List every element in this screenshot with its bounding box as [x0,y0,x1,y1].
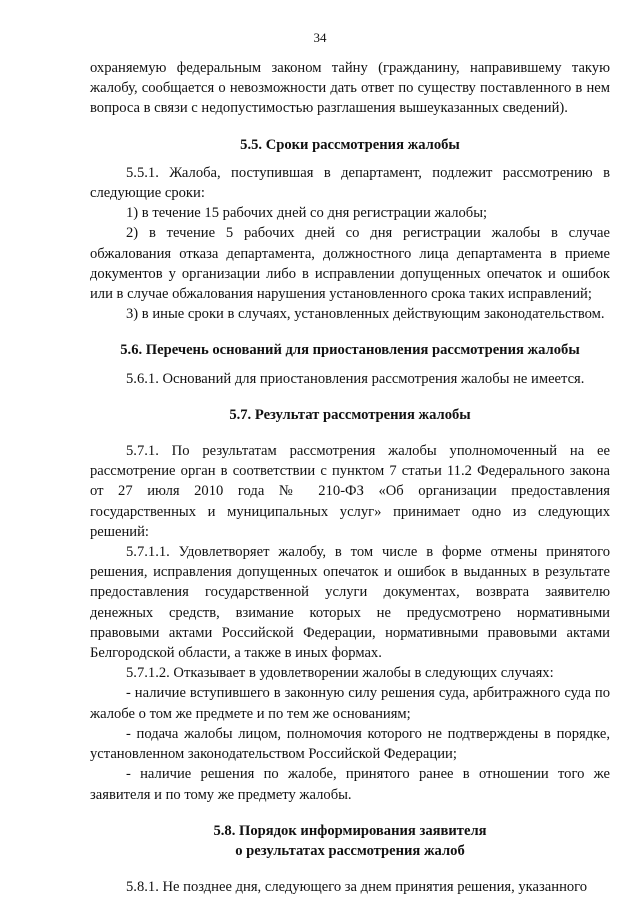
heading-5-5: 5.5. Сроки рассмотрения жалобы [240,136,460,153]
heading-5-7: 5.7. Результат рассмотрения жалобы [229,406,471,423]
page-number: 34 [313,30,327,45]
paragraph-5-8-1: 5.8.1. Не позднее дня, следующего за днем принятия решения, указанного [126,879,588,896]
list-item-5-5-1-1: 1) в течение 15 рабочих дней со дня регистрации жалобы; [126,205,488,222]
bullet-item-1: - наличие вступившего в законную силу решения суда, арбитражного суда по жалобе о том же предмете и по тем же основаниям; [90,685,610,722]
heading-5-8-line-1: 5.8. Порядок информирования заявителя [213,822,487,839]
heading-5-6: 5.6. Перечень оснований для приостановления рассмотрения жалобы [120,342,580,359]
paragraph-5-7-1-2: 5.7.1.2. Отказывает в удовлетворении жалобы в следующих случаях: [126,665,554,682]
list-item-5-5-1-2: 2) в течение 5 рабочих дней со дня регистрации жалобы в случае обжалования отказа департамента, должностного лица департамента в приеме документов у организации либо в исправлении допущенных опечаток и ошибок или в случае обжалования нарушения установленного срока таких исправлений; [90,225,610,303]
paragraph-5-5-1: 5.5.1. Жалоба, поступившая в департамент, подлежит рассмотрению в следующие сроки: [90,164,610,202]
paragraph-5-7-1: 5.7.1. По результатам рассмотрения жалобы уполномоченный на ее рассмотрение орган в соответствии с пунктом 7 статьи 11.2 Федерального закона от 27 июля 2010 года № 210-ФЗ «Об организации предоставления государственных и муниципальных услуг» принимает одно из следующих решений: [90,443,610,540]
bullet-item-3: - наличие решения по жалобе, принятого ранее в отношении того же заявителя и по тому же предмету жалобы. [90,766,610,803]
heading-5-8 [90,821,610,861]
bullet-item-2: - подача жалобы лицом, полномочия которого не подтверждены в порядке, установленном законодательством Российской Федерации; [90,725,610,763]
heading-5-8-line-2: о результатах рассмотрения жалоб [235,842,465,859]
paragraph-continuation: охраняемую федеральным законом тайну (гражданину, направившему такую жалобу, сообщается о невозможности дать ответ по существу поставленного в нем вопроса в связи с недопустимостью разглашения вышеуказанных сведений). [90,60,610,117]
paragraph-5-6-1: 5.6.1. Оснований для приостановления рассмотрения жалобы не имеется. [126,370,585,387]
list-item-5-5-1-3: 3) в иные сроки в случаях, установленных действующим законодательством. [126,306,605,323]
paragraph-5-7-1-1: 5.7.1.1. Удовлетворяет жалобу, в том числе в форме отмены принятого решения, исправления допущенных опечаток и ошибок в выданных в результате предоставления государственной услуги документах, возврата заявителю денежных средств, взимание которых не предусмотрено нормативными правовыми актами Российской Федерации, нормативными правовыми актами Белгородской области, а также в иных формах. [90,544,610,662]
page-content [90,58,610,897]
